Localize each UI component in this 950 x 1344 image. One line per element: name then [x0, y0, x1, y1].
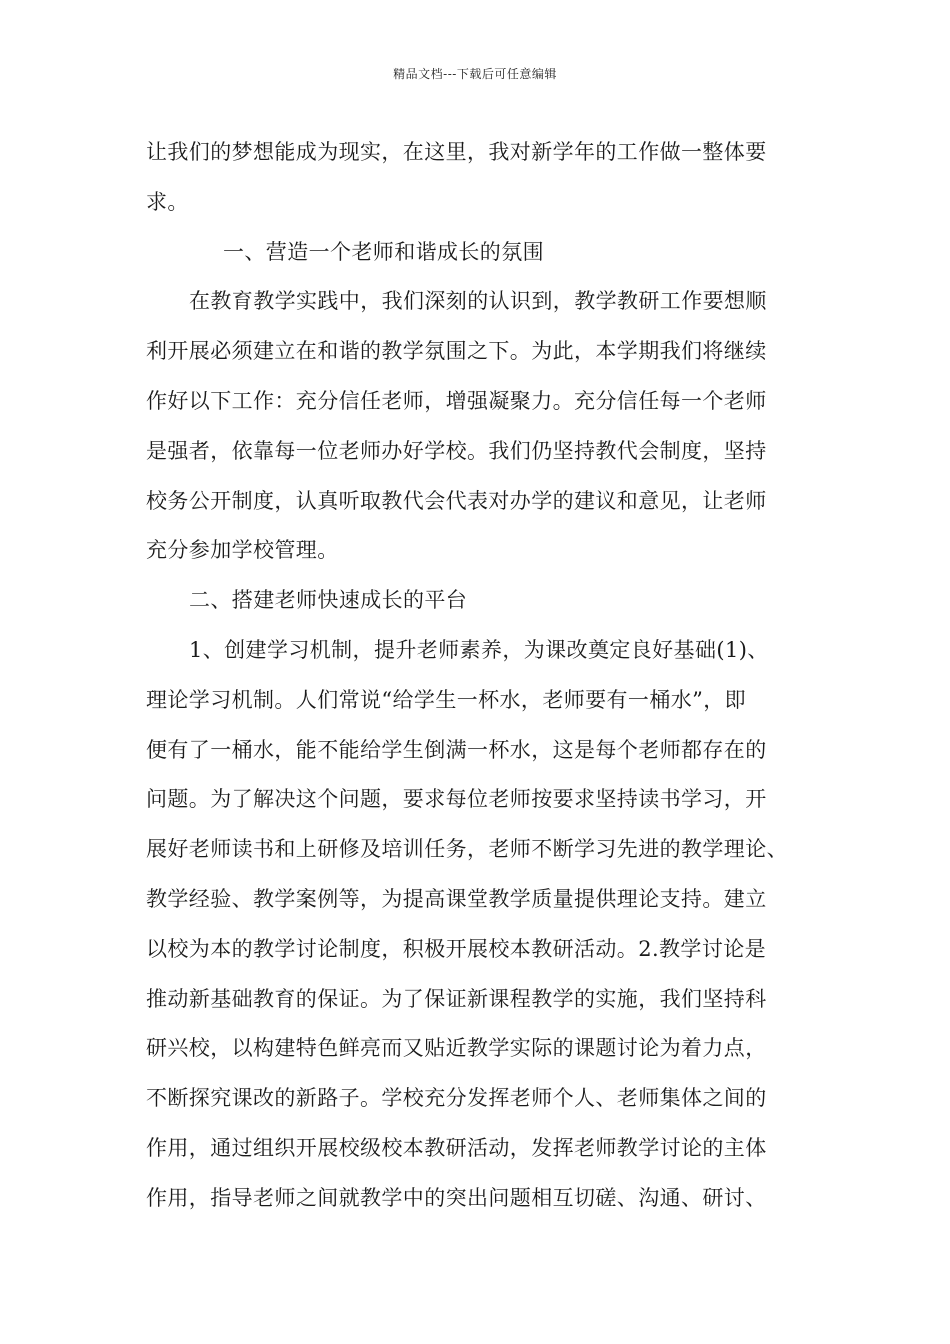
text-line: 利开展必须建立在和谐的教学氛围之下。为此，本学期我们将继续	[146, 339, 767, 364]
paragraph-start: 1、创建学习机制，提升老师素养，为课改奠定良好基础(1)、	[189, 637, 769, 662]
text-line: 让我们的梦想能成为现实，在这里，我对新学年的工作做一整体要	[146, 140, 767, 164]
text-line: 作好以下工作：充分信任老师，增强凝聚力。充分信任每一个老师	[146, 388, 767, 413]
text-line: 问题。为了解决这个问题，要求每位老师按要求坚持读书学习，开	[146, 787, 767, 812]
text-line: 研兴校，以构建特色鲜亮而又贴近教学实际的课题讨论为着力点，	[146, 1036, 767, 1061]
document-body	[146, 128, 806, 1224]
text-line: 不断探究课改的新路子。学校充分发挥老师个人、老师集体之间的	[146, 1086, 767, 1111]
text-line: 展好老师读书和上研修及培训任务，老师不断学习先进的教学理论、	[146, 837, 788, 862]
text-line: 教学经验、教学案例等，为提高课堂教学质量提供理论支持。建立	[146, 886, 767, 911]
text-line: 求。	[146, 189, 189, 214]
text-line: 作用，指导老师之间就教学中的突出问题相互切磋、沟通、研讨、	[146, 1185, 767, 1210]
text-line: 充分参加学校管理。	[146, 538, 339, 563]
text-line: 推动新基础教育的保证。为了保证新课程教学的实施，我们坚持科	[146, 986, 767, 1011]
text-line: 校务公开制度，认真听取教代会代表对办学的建议和意见，让老师	[146, 488, 767, 513]
text-line: 以校为本的教学讨论制度，积极开展校本教研活动。2.教学讨论是	[146, 936, 767, 961]
text-line: 理论学习机制。人们常说“给学生一杯水，老师要有一桶水”，即	[146, 687, 747, 712]
section-heading-1: 一、营造一个老师和谐成长的氛围	[223, 239, 544, 264]
paragraph-start: 在教育教学实践中，我们深刻的认识到，教学教研工作要想顺	[189, 289, 767, 314]
section-heading-2: 二、搭建老师快速成长的平台	[189, 588, 468, 613]
text-line: 作用，通过组织开展校级校本教研活动，发挥老师教学讨论的主体	[146, 1135, 767, 1160]
text-line: 便有了一桶水，能不能给学生倒满一杯水，这是每个老师都存在的	[146, 737, 767, 762]
text-line: 是强者，依靠每一位老师办好学校。我们仍坚持教代会制度，坚持	[146, 438, 767, 463]
page-header: 精品文档---下载后可任意编辑	[393, 67, 557, 81]
